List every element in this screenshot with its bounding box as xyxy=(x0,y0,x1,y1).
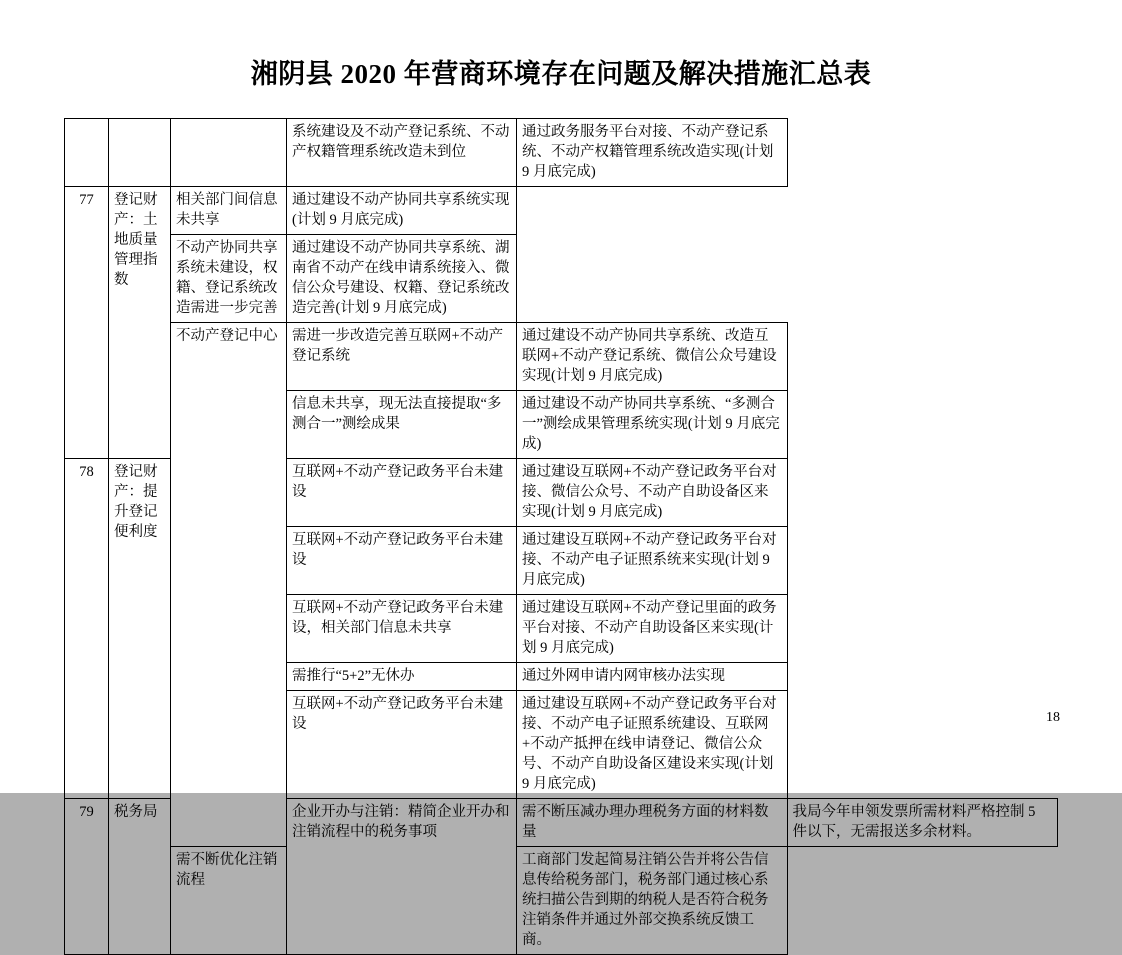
table-row xyxy=(65,323,1058,391)
solution-cell: 通过政务服务平台对接、不动产登记系统、不动产权籍管理系统改造实现(计划 9 月底完成) xyxy=(517,119,788,187)
table-row xyxy=(65,235,1058,323)
solution-cell: 通过建设不动产协同共享系统、湖南省不动产在线申请系统接入、微信公众号建设、权籍、登记系统改造完善(计划 9 月底完成) xyxy=(287,235,517,323)
problem-cell: 相关部门间信息未共享 xyxy=(171,187,287,235)
solution-cell: 通过建设互联网+不动产登记里面的政务平台对接、不动产自助设备区来实现(计划 9 月底完成) xyxy=(517,595,788,663)
solution-cell: 通过建设互联网+不动产登记政务平台对接、不动产电子证照系统建设、互联网+不动产抵押在线申请登记、微信公众号、不动产自助设备区建设来实现(计划 9 月底完成) xyxy=(517,691,788,799)
index-cell: 登记财产：提升登记便利度 xyxy=(109,459,171,799)
problem-cell: 需不断压减办理办理税务方面的材料数量 xyxy=(517,799,788,847)
problem-cell: 互联网+不动产登记政务平台未建设 xyxy=(287,527,517,595)
solution-cell: 通过建设不动产协同共享系统实现(计划 9 月底完成) xyxy=(287,187,517,235)
solution-cell: 工商部门发起简易注销公告并将公告信息传给税务部门，税务部门通过核心系统扫描公告到期的纳税人是否符合税务注销条件并通过外部交换系统反馈工商。 xyxy=(517,847,788,955)
department-cell xyxy=(109,119,171,187)
row-number-cell: 79 xyxy=(65,799,109,955)
department-cell: 不动产登记中心 xyxy=(171,323,287,847)
problem-cell: 系统建设及不动产登记系统、不动产权籍管理系统改造未到位 xyxy=(287,119,517,187)
table-row xyxy=(65,187,1058,235)
row-number-cell xyxy=(65,119,109,187)
page-title: 湘阴县 2020 年营商环境存在问题及解决措施汇总表 xyxy=(250,59,872,89)
problem-cell: 互联网+不动产登记政务平台未建设 xyxy=(287,459,517,527)
solution-cell: 通过建设不动产协同共享系统、改造互联网+不动产登记系统、微信公众号建设实现(计划 9 月底完成) xyxy=(517,323,788,391)
table-row xyxy=(65,847,1058,955)
issues-table xyxy=(64,118,1058,955)
problem-cell: 不动产协同共享系统未建设，权籍、登记系统改造需进一步完善 xyxy=(171,235,287,323)
problem-cell: 需不断优化注销流程 xyxy=(171,847,287,955)
problem-cell: 需进一步改造完善互联网+不动产登记系统 xyxy=(287,323,517,391)
index-cell: 企业开办与注销：精简企业开办和注销流程中的税务事项 xyxy=(287,799,517,955)
row-number-cell: 78 xyxy=(65,459,109,799)
solution-cell: 通过建设不动产协同共享系统、“多测合一”测绘成果管理系统实现(计划 9 月底完成) xyxy=(517,391,788,459)
row-number-cell: 77 xyxy=(65,187,109,459)
index-cell: 登记财产：土地质量管理指数 xyxy=(109,187,171,459)
table-row xyxy=(65,119,1058,187)
solution-cell: 我局今年申领发票所需材料严格控制 5 件以下，无需报送多余材料。 xyxy=(787,799,1058,847)
index-cell xyxy=(171,119,287,187)
solution-cell: 通过建设互联网+不动产登记政务平台对接、不动产电子证照系统来实现(计划 9 月底完成) xyxy=(517,527,788,595)
department-cell: 税务局 xyxy=(109,799,171,955)
problem-cell: 需推行“5+2”无休办 xyxy=(287,663,517,691)
page-number: 18 xyxy=(1046,710,1060,725)
solution-cell: 通过外网申请内网审核办法实现 xyxy=(517,663,788,691)
problem-cell: 互联网+不动产登记政务平台未建设，相关部门信息未共享 xyxy=(287,595,517,663)
problem-cell: 互联网+不动产登记政务平台未建设 xyxy=(287,691,517,799)
problem-cell: 信息未共享，现无法直接提取“多测合一”测绘成果 xyxy=(287,391,517,459)
solution-cell: 通过建设互联网+不动产登记政务平台对接、微信公众号、不动产自助设备区来实现(计划 9 月底完成) xyxy=(517,459,788,527)
